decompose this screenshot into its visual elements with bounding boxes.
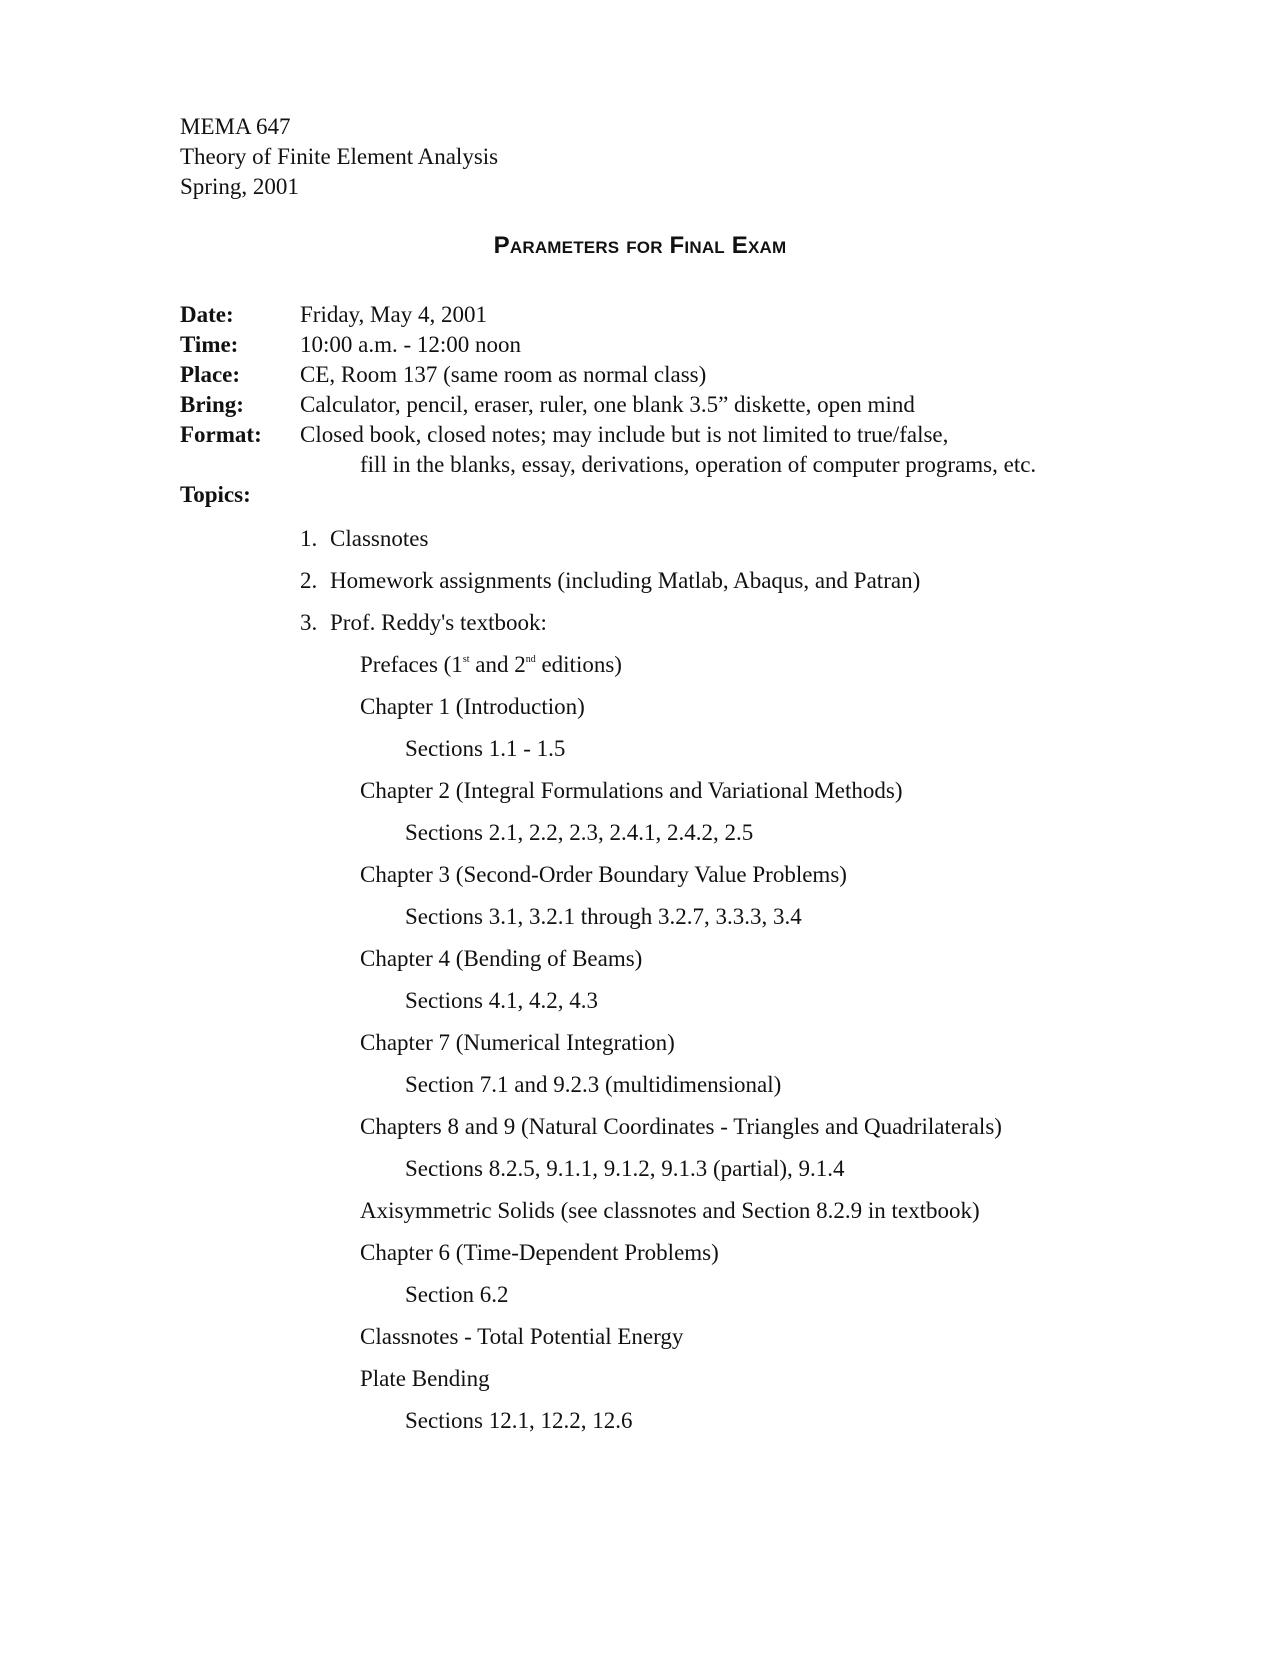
time-label: Time:	[180, 332, 239, 357]
list-item	[300, 518, 1002, 560]
course-header	[180, 112, 498, 202]
chapter-item: Axisymmetric Solids (see classnotes and Section 8.2.9 in textbook)	[360, 1198, 980, 1223]
list-number: 1.	[300, 526, 318, 551]
format-value-continuation: fill in the blanks, essay, derivations, operation of computer programs, etc.	[360, 452, 1037, 477]
sections-item: Sections 8.2.5, 9.1.1, 9.1.2, 9.1.3 (partial), 9.1.4	[405, 1156, 845, 1181]
chapter-item: Chapter 3 (Second-Order Boundary Value Problems)	[360, 862, 847, 887]
prefaces-text-c: editions)	[535, 652, 622, 677]
chapter-item: Chapter 1 (Introduction)	[360, 694, 585, 719]
chapter-item: Chapter 7 (Numerical Integration)	[360, 1030, 675, 1055]
chapter-item: Chapter 6 (Time-Dependent Problems)	[360, 1240, 719, 1265]
bring-value: Calculator, pencil, eraser, ruler, one blank 3.5” diskette, open mind	[300, 392, 915, 417]
sections-item: Section 7.1 and 9.2.3 (multidimensional)	[405, 1072, 782, 1097]
sections-item: Sections 4.1, 4.2, 4.3	[405, 988, 598, 1013]
chapter-item: Chapter 2 (Integral Formulations and Variational Methods)	[360, 778, 903, 803]
list-item-text: Classnotes	[330, 526, 429, 551]
time-value: 10:00 a.m. - 12:00 noon	[300, 332, 522, 357]
topics-label: Topics:	[180, 482, 251, 507]
list-number: 3.	[300, 610, 318, 635]
course-code: MEMA 647	[180, 114, 291, 139]
list-item-text: Prof. Reddy's textbook:	[330, 610, 547, 635]
course-name: Theory of Finite Element Analysis	[180, 144, 499, 169]
superscript-nd: nd	[525, 654, 536, 665]
superscript-st: st	[462, 654, 470, 665]
date-value: Friday, May 4, 2001	[300, 302, 487, 327]
format-value: Closed book, closed notes; may include but is not limited to true/false,	[300, 422, 949, 447]
chapter-item: Classnotes - Total Potential Energy	[360, 1324, 684, 1349]
place-label: Place:	[180, 362, 241, 387]
chapter-item: Chapters 8 and 9 (Natural Coordinates - Triangles and Quadrilaterals)	[360, 1114, 1002, 1139]
list-item	[300, 560, 1002, 602]
chapter-item: Plate Bending	[360, 1366, 490, 1391]
date-label: Date:	[180, 302, 234, 327]
page-title: Parameters for Final Exam	[493, 232, 787, 259]
bring-label: Bring:	[180, 392, 244, 417]
place-value: CE, Room 137 (same room as normal class)	[300, 362, 707, 387]
list-number: 2.	[300, 568, 318, 593]
sections-item: Sections 1.1 - 1.5	[405, 736, 566, 761]
topics-list	[300, 518, 1002, 1442]
sections-item: Sections 3.1, 3.2.1 through 3.2.7, 3.3.3, 3.4	[405, 904, 802, 929]
list-item-text: Homework assignments (including Matlab, Abaqus, and Patran)	[330, 568, 921, 593]
sections-item: Sections 12.1, 12.2, 12.6	[405, 1408, 633, 1433]
prefaces-text-a: Prefaces (1	[360, 652, 463, 677]
prefaces-item	[300, 644, 1002, 686]
list-item	[300, 602, 1002, 644]
format-label: Format:	[180, 422, 262, 447]
course-term: Spring, 2001	[180, 174, 299, 199]
sections-item: Sections 2.1, 2.2, 2.3, 2.4.1, 2.4.2, 2.5	[405, 820, 754, 845]
prefaces-text-b: and 2	[469, 652, 526, 677]
chapter-item: Chapter 4 (Bending of Beams)	[360, 946, 643, 971]
sections-item: Section 6.2	[405, 1282, 509, 1307]
